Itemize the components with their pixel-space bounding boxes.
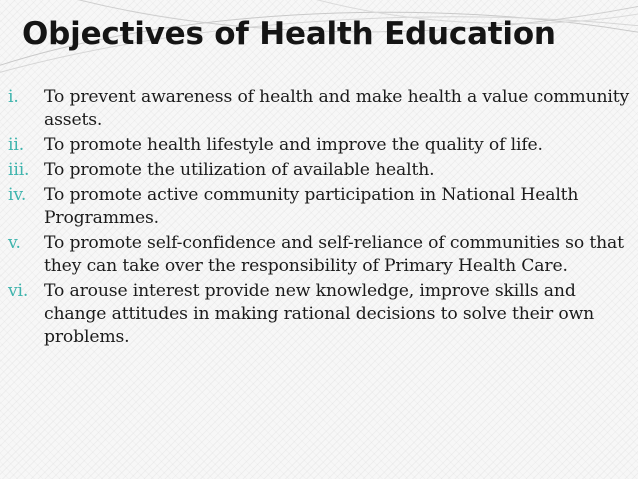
list-item-text: To prevent awareness of health and make health a value community assets.: [44, 87, 630, 130]
objectives-list: [8, 86, 633, 351]
list-item: [8, 280, 633, 349]
list-item: [8, 159, 633, 182]
list-item-numeral: i.: [8, 87, 19, 107]
list-item-numeral: iii.: [8, 160, 30, 180]
page-title: Objectives of Health Education: [22, 16, 556, 52]
list-item: [8, 134, 633, 157]
list-item-numeral: v.: [8, 233, 21, 253]
list-item: [8, 184, 633, 230]
list-item: [8, 86, 633, 132]
list-item-numeral: vi.: [8, 281, 29, 301]
list-item-text: To promote active community participation in National Health Programmes.: [44, 185, 579, 228]
list-item-text: To arouse interest provide new knowledge, improve skills and change attitudes in making rational decisions to solve their own problems.: [44, 281, 595, 347]
list-item-text: To promote self-confidence and self-reliance of communities so that they can take over the responsibility of Primary Health Care.: [44, 233, 624, 276]
list-item-numeral: iv.: [8, 185, 27, 205]
list-item-text: To promote health lifestyle and improve the quality of life.: [44, 135, 543, 155]
list-item-text: To promote the utilization of available health.: [44, 160, 435, 180]
list-item-numeral: ii.: [8, 135, 25, 155]
list-item: [8, 232, 633, 278]
